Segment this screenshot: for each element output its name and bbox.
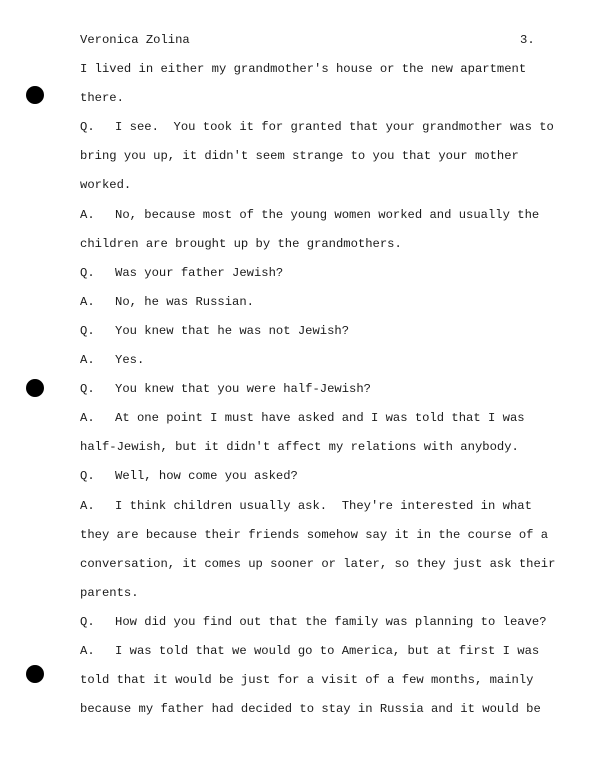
transcript-line (80, 469, 298, 483)
line-text: How did you find out that the family was planning to leave? (115, 614, 547, 629)
speaker-label: Q. (80, 469, 95, 484)
line-text: half-Jewish, but it didn't affect my relations with anybody. (80, 440, 519, 455)
line-text: No, he was Russian. (115, 294, 254, 309)
transcript-line (80, 528, 548, 542)
speaker-label: A. (80, 498, 95, 513)
transcript-line (80, 615, 547, 629)
punch-hole (26, 665, 44, 683)
page-number: 3. (520, 33, 535, 47)
transcript-line (80, 353, 144, 367)
transcript-line (80, 120, 554, 134)
transcript-line (80, 557, 555, 571)
transcript-line (80, 702, 541, 716)
line-text: You knew that he was not Jewish? (115, 323, 350, 338)
line-text: I see. You took it for granted that your grandmother was to (115, 120, 554, 135)
line-text: told that it would be just for a visit of a few months, mainly (80, 673, 534, 688)
transcript-line (80, 208, 539, 222)
transcript-line (80, 266, 283, 280)
line-text: No, because most of the young women worked and usually the (115, 207, 540, 222)
speaker-label: Q. (80, 265, 95, 280)
line-text: bring you up, it didn't seem strange to you that your mother (80, 149, 519, 164)
line-text: parents. (80, 585, 139, 600)
transcript-line (80, 91, 124, 105)
transcript-line (80, 237, 402, 251)
speaker-label: Q. (80, 120, 95, 135)
transcript-line (80, 382, 371, 396)
line-text: Well, how come you asked? (115, 469, 298, 484)
transcript-line (80, 499, 532, 513)
transcript-line (80, 149, 519, 163)
line-text: children are brought up by the grandmothers. (80, 236, 402, 251)
line-text: because my father had decided to stay in Russia and it would be (80, 702, 541, 717)
punch-hole (26, 379, 44, 397)
transcript-line (80, 586, 139, 600)
punch-hole (26, 86, 44, 104)
speaker-label: A. (80, 353, 95, 367)
line-text: I think children usually ask. They're interested in what (115, 498, 532, 513)
line-text: worked. (80, 178, 132, 193)
transcript-line (80, 673, 533, 687)
line-text: I lived in either my grandmother's house or the new apartment (80, 62, 527, 76)
speaker-label: Q. (80, 323, 95, 338)
line-text: At one point I must have asked and I was told that I was (115, 411, 525, 426)
speaker-label: Q. (80, 382, 95, 397)
transcript-line (80, 644, 539, 658)
speaker-label: A. (80, 644, 95, 658)
speaker-label: A. (80, 207, 95, 222)
line-text: You knew that you were half-Jewish? (115, 382, 371, 397)
line-text: I was told that we would go to America, but at first I was (115, 644, 540, 658)
line-text: there. (80, 91, 124, 106)
line-text: conversation, it comes up sooner or later, so they just ask their (80, 556, 556, 571)
transcript-line (80, 324, 349, 338)
header-name: Veronica Zolina (80, 33, 190, 47)
transcript-line (80, 411, 525, 425)
speaker-label: A. (80, 294, 95, 309)
line-text: Yes. (115, 353, 145, 367)
transcript-line (80, 440, 519, 454)
transcript-line (80, 178, 131, 192)
line-text: Was your father Jewish? (115, 265, 284, 280)
speaker-label: Q. (80, 614, 95, 629)
speaker-label: A. (80, 411, 95, 426)
transcript-line (80, 62, 526, 76)
line-text: they are because their friends somehow say it in the course of a (80, 527, 549, 542)
transcript-line (80, 295, 254, 309)
